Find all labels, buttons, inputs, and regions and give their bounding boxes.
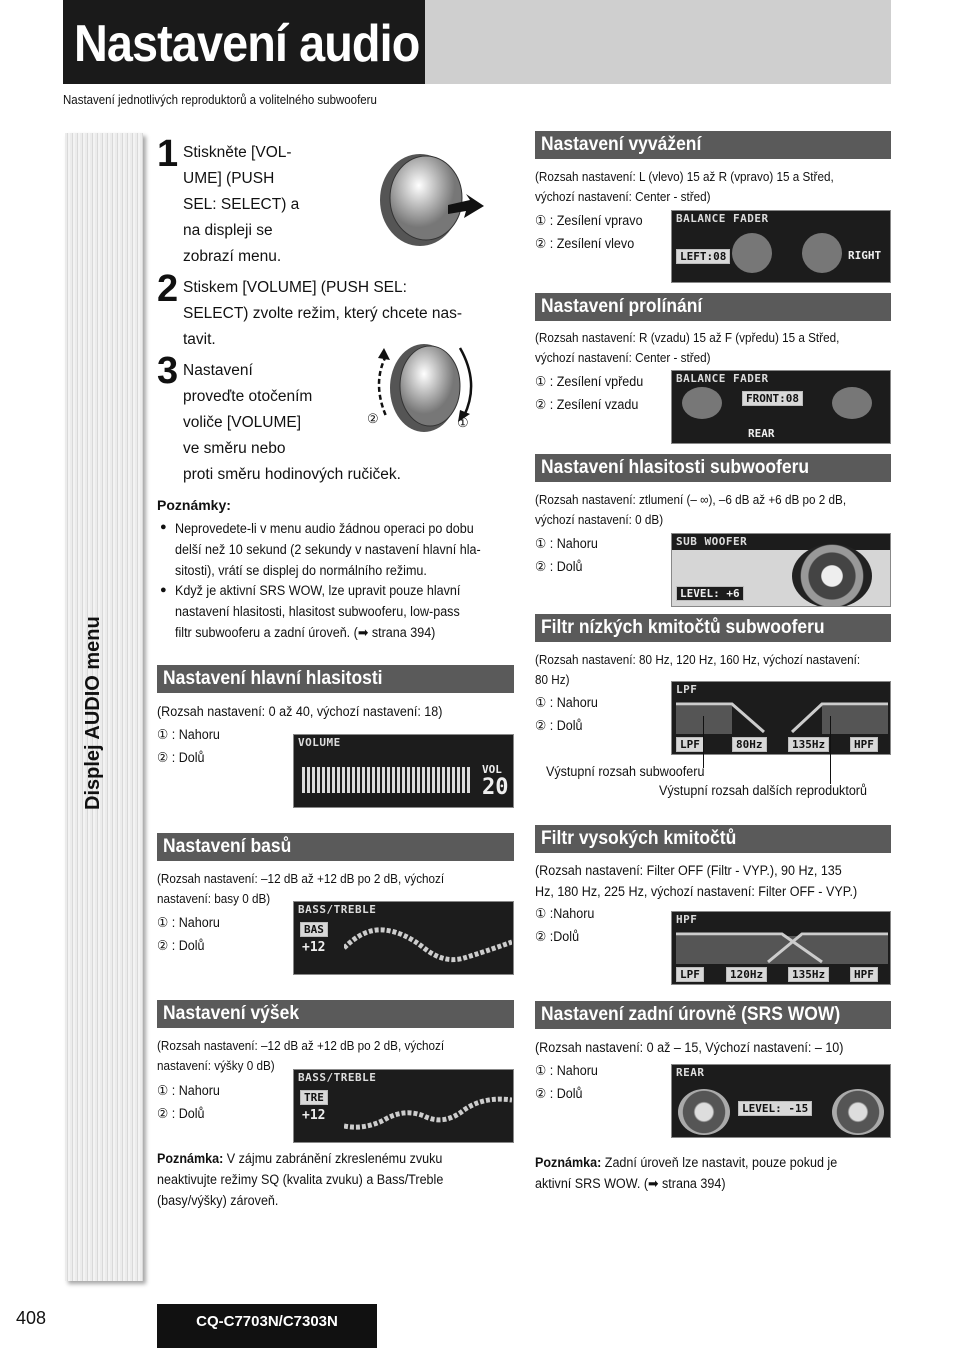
option-front: ① : Zesílení vpředu — [535, 374, 644, 389]
title-bar-extension — [425, 0, 891, 84]
step-3-number: 3 — [157, 350, 179, 392]
range-hpf: (Rozsah nastavení: Filter OFF (Filtr - VYP.), 90 Hz, 135 Hz, 180 Hz, 225 Hz, výchozí nastavení: Filter OFF - VYP.) — [535, 863, 858, 899]
section-title-balance: Nastavení vyvážení — [535, 131, 891, 159]
note-right: Poznámka: Zadní úroveň lze nastavit, pouze pokud je aktivní SRS WOW. (➡ strana 394) — [535, 1155, 838, 1191]
callout-line-speakers — [830, 716, 831, 784]
note-item-1: Neprovedete-li v menu audio žádnou operaci po dobu delší než 10 sekund (2 sekundy v nastavení hlavní hla- sitosti), vrátí se displej do normálního režimu. — [175, 521, 481, 578]
section-title-fader: Nastavení prolínání — [535, 293, 891, 321]
step-3-text: Nastavení proveďte otočením voliče [VOLUME] ve směru nebo proti směru hodinových ručiček. — [183, 362, 401, 483]
range-fader: (Rozsah nastavení: R (vzadu) 15 až F (vpředu) 15 a Střed, výchozí nastavení: Center - střed) — [535, 330, 840, 365]
lcd-subwoofer: SUB WOOFER LEVEL: +6 — [671, 533, 891, 607]
range-rear: (Rozsah nastavení: 0 až – 15, Výchozí nastavení: – 10) — [535, 1040, 844, 1055]
note-item-2: Když je aktivní SRS WOW, lze upravit pouze hlavní nastavení hlasitosti, hlasitost subwooferu, low-pass filtr subwooferu a zadní úroveň. (➡ strana 394) — [175, 583, 461, 640]
notes-title: Poznámky: — [157, 497, 231, 513]
option-up: ① : Nahoru — [157, 727, 220, 742]
option-up: ① :Nahoru — [535, 906, 595, 921]
option-up: ① : Nahoru — [535, 1063, 598, 1078]
section-title-treble: Nastavení výšek — [157, 1000, 514, 1028]
option-rear: ② : Zesílení vzadu — [535, 397, 639, 412]
step-2-number: 2 — [157, 268, 179, 310]
option-down: ② : Dolů — [535, 1086, 583, 1101]
range-balance: (Rozsah nastavení: L (vlevo) 15 až R (vpravo) 15 a Střed, výchozí nastavení: Center - střed) — [535, 169, 834, 204]
model-badge: CQ-C7703N/C7303N — [157, 1304, 377, 1348]
range-treble: (Rozsah nastavení: –12 dB až +12 dB po 2 dB, výchozí nastavení: výšky 0 dB) — [157, 1038, 445, 1073]
range-lpf: (Rozsah nastavení: 80 Hz, 120 Hz, 160 Hz, výchozí nastavení: 80 Hz) — [535, 652, 861, 687]
option-down: ② : Dolů — [157, 750, 205, 765]
option-up: ① : Nahoru — [157, 1083, 220, 1098]
section-title-subwoofer: Nastavení hlasitosti subwooferu — [535, 454, 891, 482]
option-down: ② : Dolů — [157, 1106, 205, 1121]
option-down: ② : Dolů — [157, 938, 205, 953]
callout-subwoofer-range: Výstupní rozsah subwooferu — [546, 764, 705, 779]
range-bass: (Rozsah nastavení: –12 dB až +12 dB po 2 dB, výchozí nastavení: basy 0 dB) — [157, 871, 445, 906]
step-1-text: Stiskněte [VOL- UME] (PUSH SEL: SELECT) a na displeji se zobrazí menu. — [183, 144, 300, 265]
knob-label-cw: ① — [457, 415, 469, 430]
lcd-lpf: LPF LPF 80Hz 135Hz HPF — [671, 681, 891, 755]
page-title: Nastavení audio — [74, 15, 420, 73]
option-up: ① : Nahoru — [535, 536, 598, 551]
option-right: ① : Zesílení vpravo — [535, 213, 643, 228]
lcd-rear: REAR LEVEL: -15 — [671, 1064, 891, 1138]
bullet-icon: ● — [160, 584, 167, 596]
lcd-hpf: HPF LPF 120Hz 135Hz HPF — [671, 911, 891, 985]
page-number: 408 — [16, 1308, 47, 1328]
section-title-lpf: Filtr nízkých kmitočtů subwooferu — [535, 614, 891, 642]
option-up: ① : Nahoru — [157, 915, 220, 930]
range-subwoofer: (Rozsah nastavení: ztlumení (– ∞), –6 dB až +6 dB po 2 dB, výchozí nastavení: 0 dB) — [535, 492, 847, 527]
callout-speakers-range: Výstupní rozsah dalších reproduktorů — [659, 783, 867, 798]
option-up: ① : Nahoru — [535, 695, 598, 710]
bullet-icon: ● — [160, 521, 167, 533]
lcd-bass: BASS/TREBLE BAS +12 — [293, 901, 514, 975]
lcd-balance: BALANCE FADER LEFT:08 RIGHT — [671, 210, 891, 283]
section-title-rear: Nastavení zadní úrovně (SRS WOW) — [535, 1001, 891, 1029]
lcd-volume: VOLUME VOL 20 — [293, 734, 514, 808]
lcd-treble: BASS/TREBLE TRE +12 — [293, 1069, 514, 1143]
section-title-hpf: Filtr vysokých kmitočtů — [535, 825, 891, 853]
option-left: ② : Zesílení vlevo — [535, 236, 635, 251]
note-left: Poznámka: V zájmu zabránění zkreslenému zvuku neaktivujte režimy SQ (kvalita zvuku) a Bass/Treble (basy/výšky) zároveň. — [157, 1151, 444, 1208]
side-tab-label: Displej AUDIO menu — [82, 616, 104, 810]
option-down: ② : Dolů — [535, 559, 583, 574]
section-title-volume: Nastavení hlavní hlasitosti — [157, 665, 514, 693]
lcd-fader: BALANCE FADER FRONT:08 REAR — [671, 370, 891, 444]
option-down: ② : Dolů — [535, 718, 583, 733]
section-title-bass: Nastavení basů — [157, 833, 514, 861]
knob-label-ccw: ② — [367, 411, 379, 426]
page-subtitle: Nastavení jednotlivých reproduktorů a volitelného subwooferu — [63, 93, 377, 107]
step-1-number: 1 — [157, 133, 179, 175]
volume-knob-push-icon — [378, 150, 488, 250]
range-volume: (Rozsah nastavení: 0 až 40, výchozí nastavení: 18) — [157, 704, 443, 719]
option-down: ② :Dolů — [535, 929, 580, 944]
step-2-text: Stiskem [VOLUME] (PUSH SEL: SELECT) zvolte režim, který chcete nas- tavit. — [183, 279, 463, 348]
